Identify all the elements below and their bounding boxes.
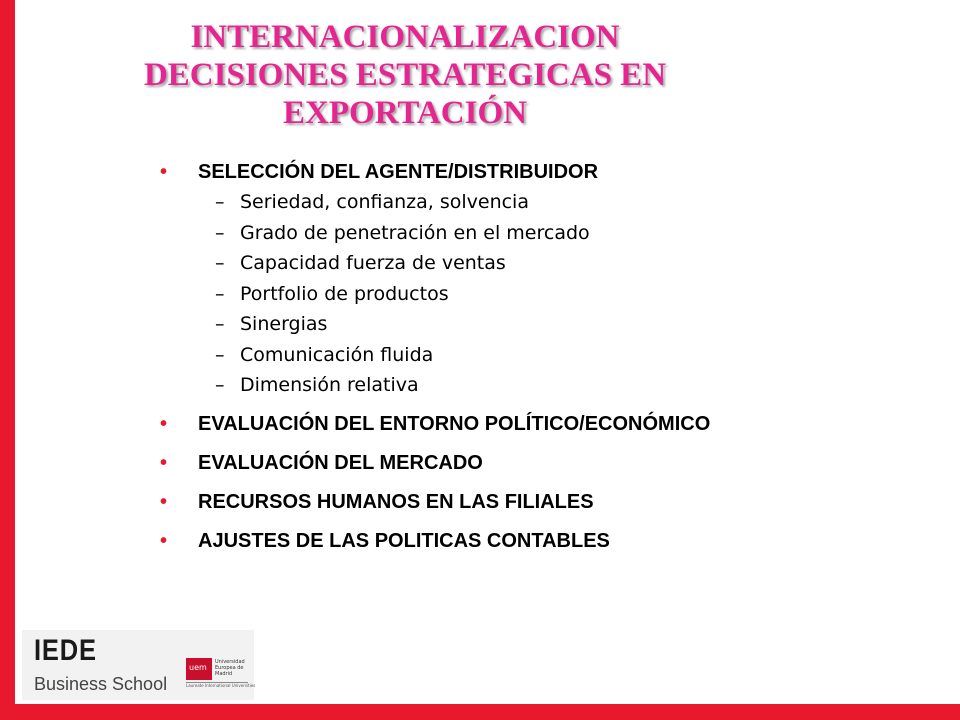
dash-marker: –: [215, 252, 225, 274]
sub-item: [160, 190, 940, 221]
bullet-item-accounting: [160, 529, 940, 553]
bullet-dot: •: [160, 451, 168, 474]
title-line-2: DECISIONES ESTRATEGICAS EN: [143, 57, 667, 93]
university-logo-tagline: Laureate International Universities: [186, 683, 256, 688]
sub-item-label: Portfolio de productos: [240, 282, 449, 305]
bullet-item-environment: [160, 412, 940, 436]
bullet-label: SELECCIÓN DEL AGENTE/DISTRIBUIDOR: [198, 161, 599, 183]
dash-marker: –: [215, 191, 225, 213]
sub-item: [160, 343, 940, 374]
bullet-list: [160, 160, 940, 553]
bullet-dot: •: [160, 490, 168, 513]
bullet-label: RECURSOS HUMANOS EN LAS FILIALES: [198, 490, 594, 513]
university-logo-glyph: uem: [189, 663, 207, 672]
university-logo-name: Universidad Europea de Madrid: [215, 659, 245, 677]
slide-title: [95, 18, 715, 132]
sub-item-label: Grado de penetración en el mercado: [240, 221, 590, 244]
bullet-item-human-resources: [160, 490, 940, 514]
sub-item-label: Dimensión relativa: [240, 374, 419, 396]
footer-logos: [22, 630, 254, 700]
bullet-label: EVALUACIÓN DEL MERCADO: [198, 451, 483, 474]
bullet-dot: •: [160, 412, 168, 435]
dash-marker: –: [215, 313, 225, 335]
sub-item-label: Capacidad fuerza de ventas: [240, 252, 506, 274]
bullet-label: EVALUACIÓN DEL ENTORNO POLÍTICO/ECONÓMICO: [198, 412, 711, 435]
university-logo-mark: [186, 658, 212, 680]
sub-item: [160, 373, 940, 404]
title-line-3: EXPORTACIÓN: [283, 95, 527, 131]
sub-item: [160, 221, 940, 252]
dash-marker: –: [215, 374, 225, 396]
sub-item: [160, 312, 940, 343]
bullet-item-agent-selection: [160, 160, 940, 184]
sub-item: [160, 251, 940, 282]
dash-marker: –: [215, 221, 225, 244]
sub-item-label: Sinergias: [240, 313, 328, 335]
sub-item-label: Seriedad, confianza, solvencia: [240, 191, 529, 213]
sub-list: [160, 190, 940, 404]
university-logo: [186, 658, 256, 688]
bullet-label: AJUSTES DE LAS POLITICAS CONTABLES: [198, 529, 610, 552]
sub-item: [160, 282, 940, 313]
title-line-1: INTERNACIONALIZACION: [190, 19, 620, 55]
bullet-item-market: [160, 451, 940, 475]
dash-marker: –: [215, 282, 225, 305]
iede-logo: IEDE: [34, 634, 97, 667]
sub-item-label: Comunicación fluida: [240, 343, 434, 366]
business-school-label: Business School: [34, 674, 168, 694]
dash-marker: –: [215, 343, 225, 366]
left-accent-bar: [0, 0, 15, 720]
bottom-accent-bar: [0, 704, 960, 720]
bullet-dot: •: [160, 161, 168, 183]
bullet-dot: •: [160, 529, 168, 552]
